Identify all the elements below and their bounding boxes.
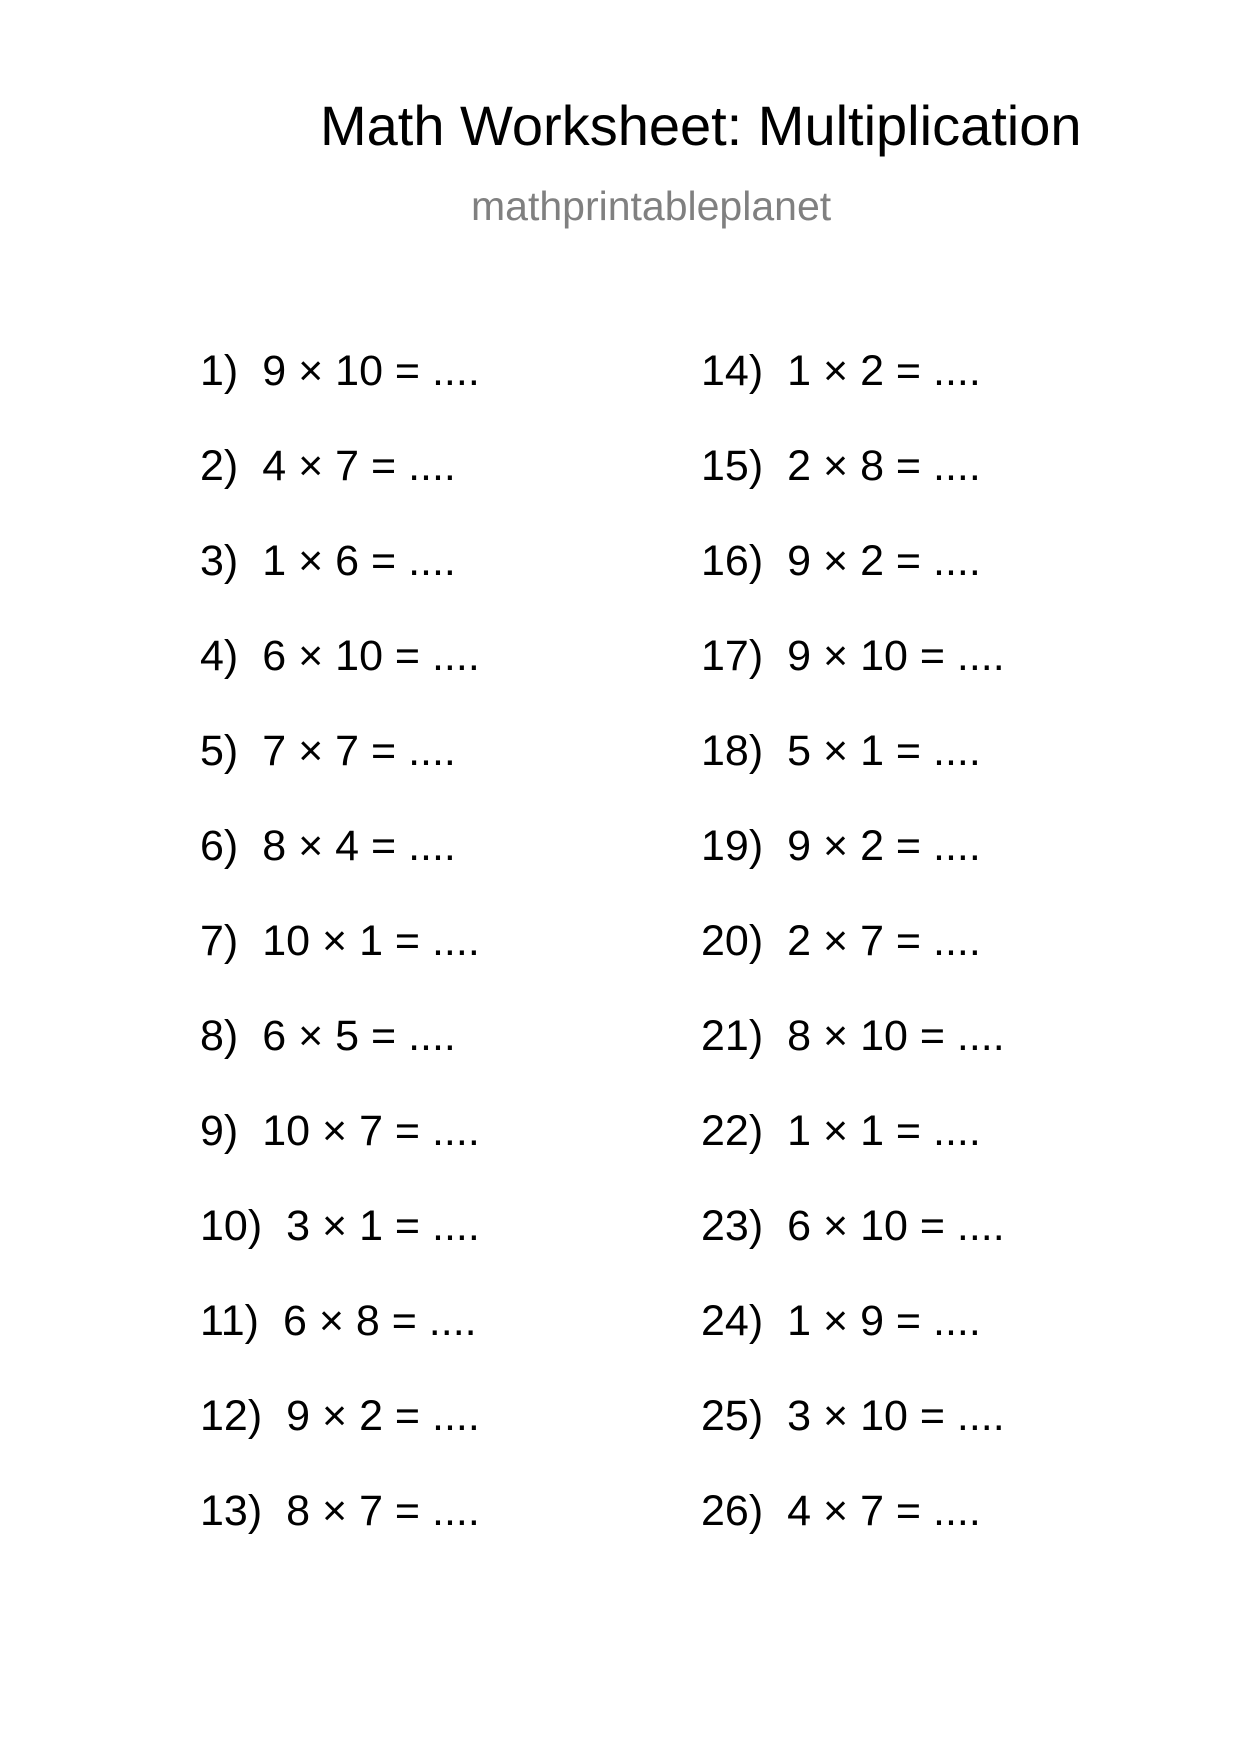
problem-number: 1) xyxy=(200,347,239,395)
problem-expression: 1 × 1 = .... xyxy=(787,1107,981,1155)
problem-expression: 7 × 7 = .... xyxy=(262,727,456,775)
problem-expression: 3 × 1 = .... xyxy=(286,1202,480,1250)
problem-number: 12) xyxy=(200,1392,263,1440)
problem-number: 23) xyxy=(701,1202,764,1250)
problem-number: 24) xyxy=(701,1297,764,1345)
problem-11 xyxy=(200,1297,480,1395)
problem-expression: 6 × 10 = .... xyxy=(262,632,480,680)
problem-number: 19) xyxy=(701,822,764,870)
problem-expression: 6 × 8 = .... xyxy=(282,1297,477,1345)
problem-4 xyxy=(200,632,480,730)
problem-number: 17) xyxy=(701,632,764,680)
problem-expression: 9 × 10 = .... xyxy=(262,347,480,395)
problem-7 xyxy=(200,917,480,1015)
problem-expression: 5 × 1 = .... xyxy=(787,727,981,775)
problem-25 xyxy=(701,1392,1005,1490)
problem-13 xyxy=(200,1487,480,1585)
problem-expression: 9 × 10 = .... xyxy=(787,632,1005,680)
problem-expression: 9 × 2 = .... xyxy=(787,822,981,870)
problem-number: 16) xyxy=(701,537,764,585)
problem-number: 25) xyxy=(701,1392,764,1440)
problem-19 xyxy=(701,822,1005,920)
problem-number: 8) xyxy=(200,1012,239,1060)
problem-expression: 4 × 7 = .... xyxy=(787,1487,981,1535)
problem-number: 18) xyxy=(701,727,764,775)
problem-expression: 1 × 2 = .... xyxy=(787,347,981,395)
problem-expression: 2 × 7 = .... xyxy=(787,917,981,965)
problem-number: 11) xyxy=(200,1297,259,1345)
worksheet-subtitle: mathprintableplanet xyxy=(471,183,832,229)
problem-expression: 1 × 9 = .... xyxy=(787,1297,981,1345)
problem-number: 14) xyxy=(701,347,764,395)
problem-number: 10) xyxy=(200,1202,263,1250)
problem-17 xyxy=(701,632,1005,730)
problem-16 xyxy=(701,537,1005,635)
problem-2 xyxy=(200,442,480,540)
problem-15 xyxy=(701,442,1005,540)
problem-expression: 10 × 1 = .... xyxy=(262,917,480,965)
problem-expression: 4 × 7 = .... xyxy=(262,442,456,490)
problem-12 xyxy=(200,1392,480,1490)
problem-expression: 3 × 10 = .... xyxy=(787,1392,1005,1440)
problem-3 xyxy=(200,537,480,635)
problem-18 xyxy=(701,727,1005,825)
problem-20 xyxy=(701,917,1005,1015)
problem-number: 5) xyxy=(200,727,239,775)
worksheet-title: Math Worksheet: Multiplication xyxy=(320,94,1082,157)
problem-expression: 9 × 2 = .... xyxy=(286,1392,480,1440)
problem-number: 20) xyxy=(701,917,764,965)
problem-9 xyxy=(200,1107,480,1205)
problem-expression: 6 × 5 = .... xyxy=(262,1012,456,1060)
problem-expression: 9 × 2 = .... xyxy=(787,537,981,585)
problem-23 xyxy=(701,1202,1005,1300)
problem-10 xyxy=(200,1202,480,1300)
problem-number: 15) xyxy=(701,442,764,490)
problem-6 xyxy=(200,822,480,920)
problem-number: 21) xyxy=(701,1012,764,1060)
problem-number: 4) xyxy=(200,632,239,680)
problem-number: 3) xyxy=(200,537,239,585)
problem-expression: 8 × 4 = .... xyxy=(262,822,456,870)
problem-expression: 8 × 7 = .... xyxy=(286,1487,480,1535)
problem-number: 6) xyxy=(200,822,239,870)
problem-column-left xyxy=(200,347,480,1585)
problem-14 xyxy=(701,347,1005,445)
problem-21 xyxy=(701,1012,1005,1110)
problem-26 xyxy=(701,1487,1005,1585)
problem-expression: 10 × 7 = .... xyxy=(262,1107,480,1155)
problem-24 xyxy=(701,1297,1005,1395)
problem-22 xyxy=(701,1107,1005,1205)
problem-5 xyxy=(200,727,480,825)
problem-1 xyxy=(200,347,480,445)
problem-number: 2) xyxy=(200,442,239,490)
problem-number: 7) xyxy=(200,917,239,965)
problem-expression: 8 × 10 = .... xyxy=(787,1012,1005,1060)
problem-expression: 2 × 8 = .... xyxy=(787,442,981,490)
problem-column-right xyxy=(701,347,1005,1585)
problem-expression: 1 × 6 = .... xyxy=(262,537,456,585)
problem-number: 22) xyxy=(701,1107,764,1155)
problem-number: 9) xyxy=(200,1107,239,1155)
problem-expression: 6 × 10 = .... xyxy=(787,1202,1005,1250)
problem-number: 13) xyxy=(200,1487,263,1535)
problem-number: 26) xyxy=(701,1487,764,1535)
problem-8 xyxy=(200,1012,480,1110)
